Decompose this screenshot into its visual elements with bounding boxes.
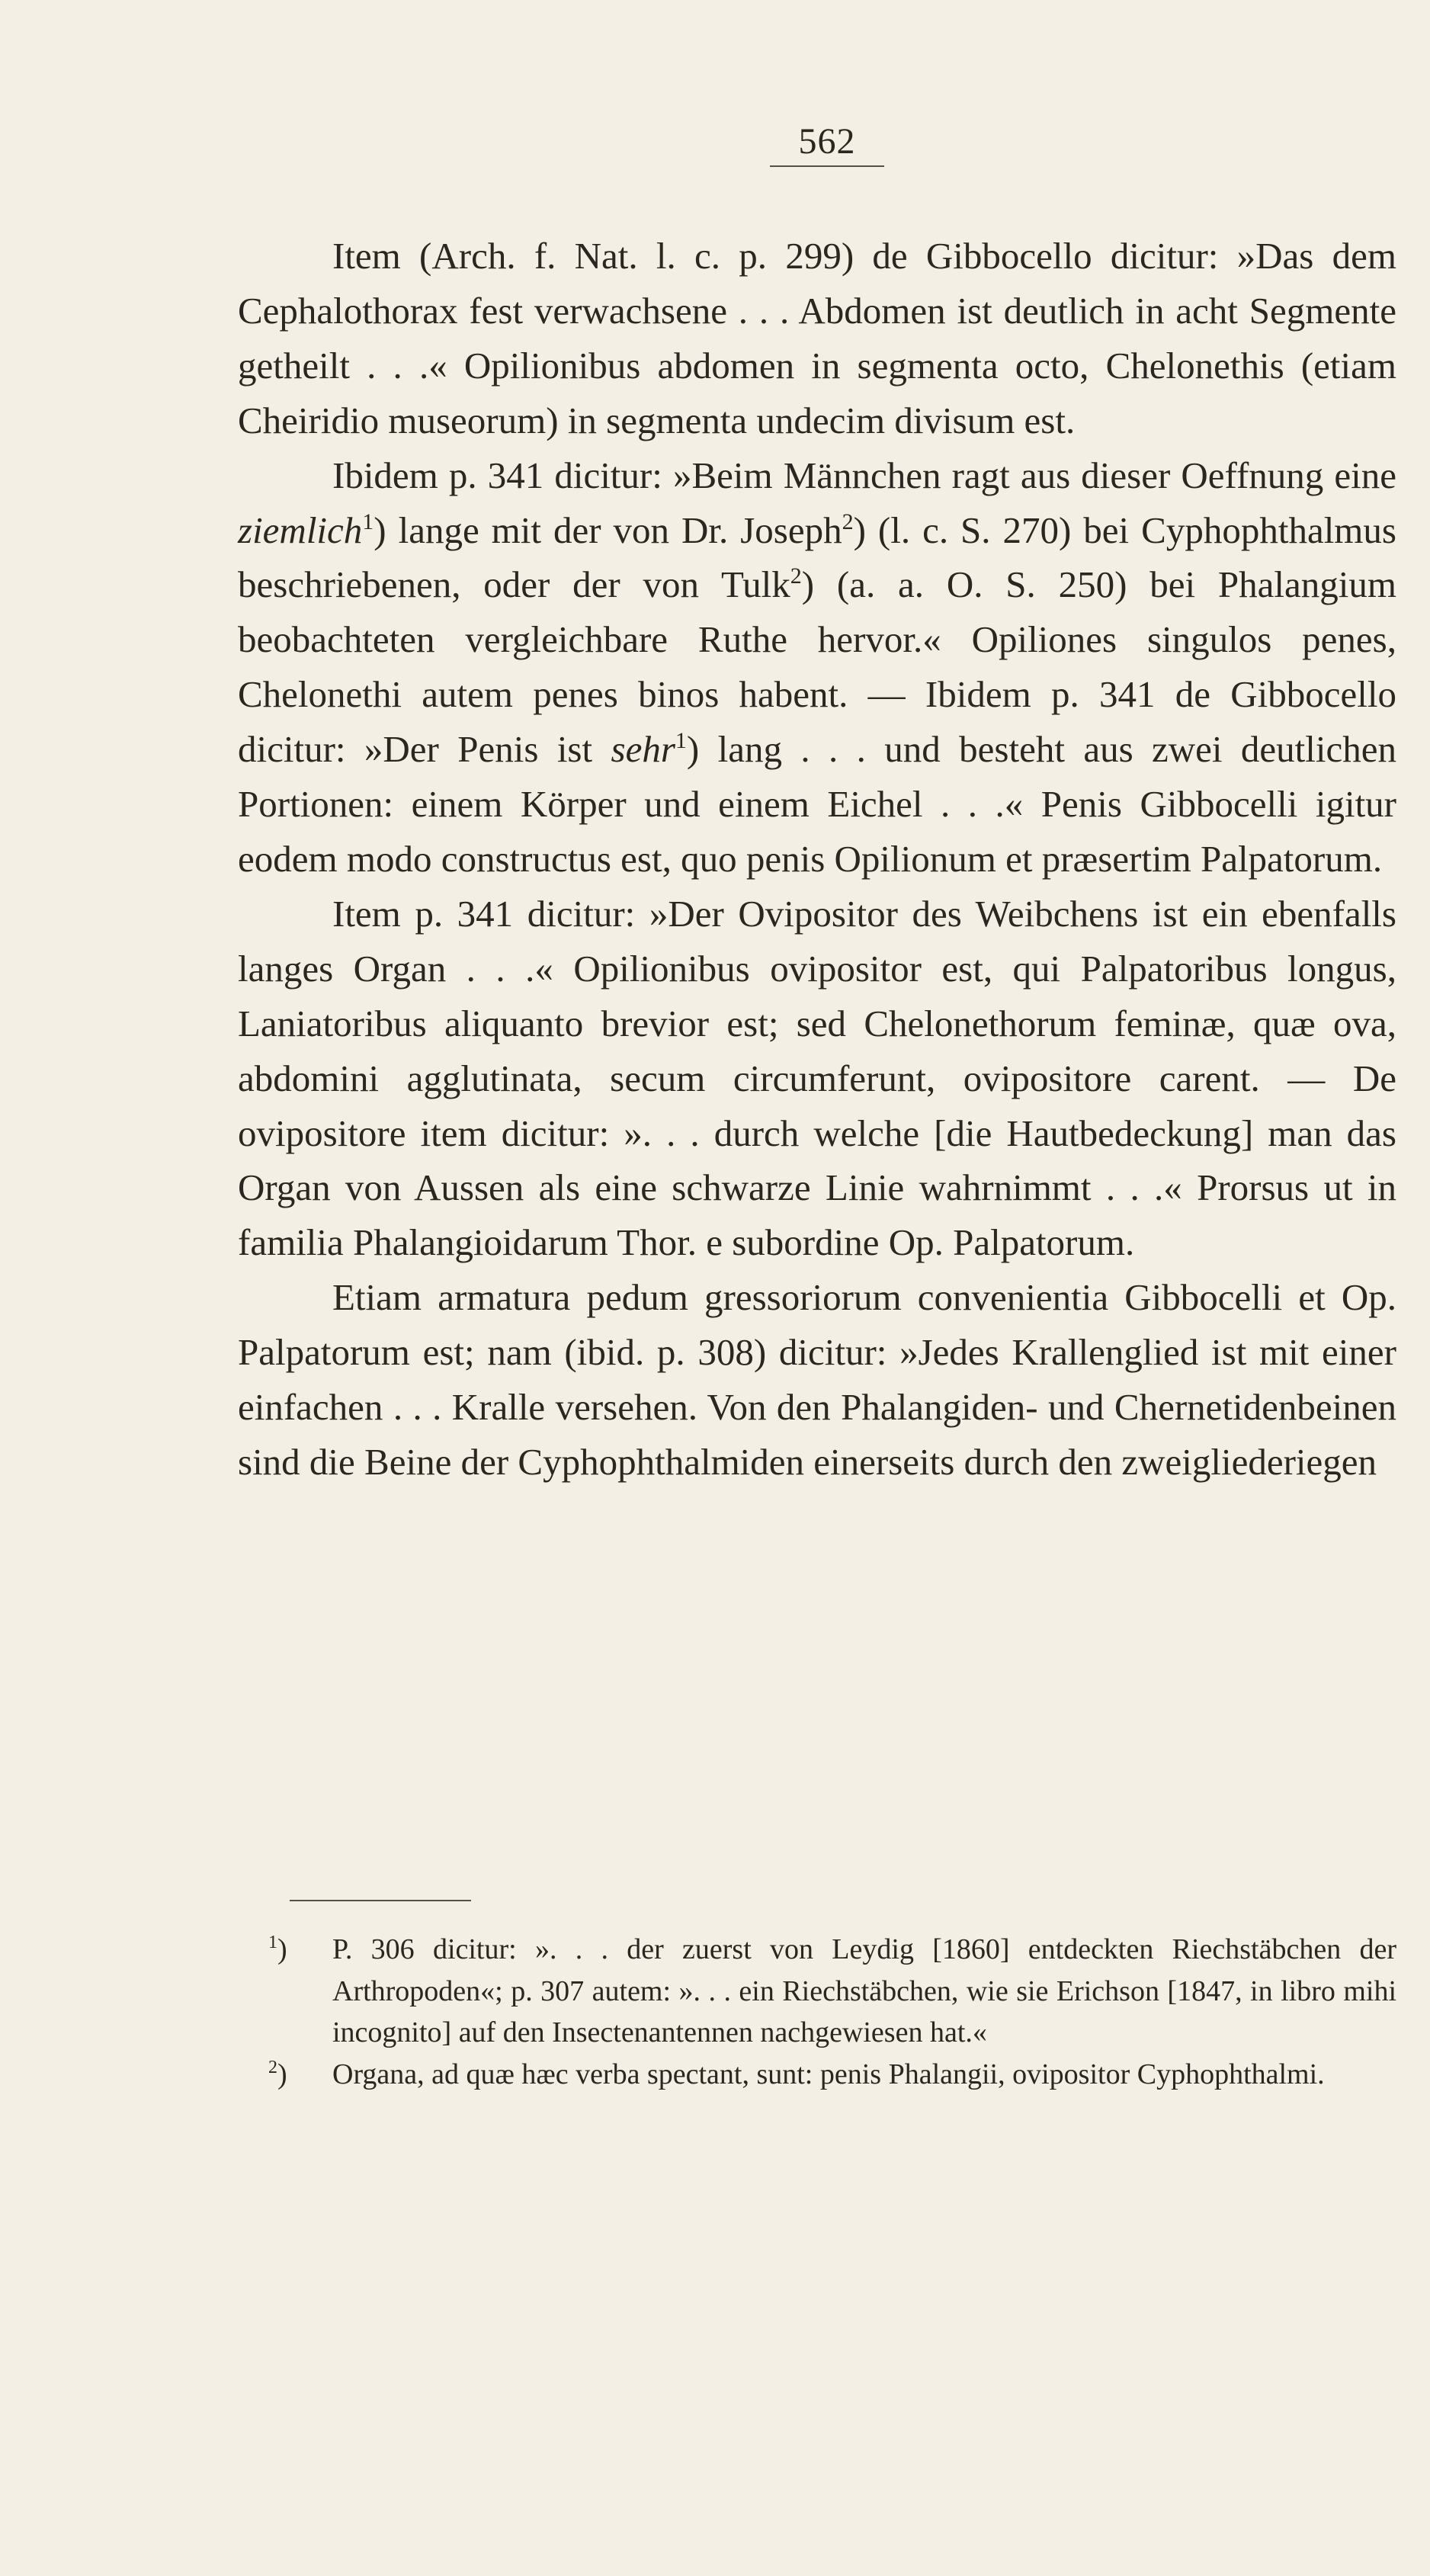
text-span: ) lange mit der von Dr. Joseph [374,508,842,551]
emphasis-sehr: sehr [611,728,675,771]
footnote-text: Organa, ad quæ hæc verba spectant, sunt: penis Phalangii, ovipositor Cyphophthalmi. [332,2058,1325,2090]
text-span: ) lang . . . und besteht aus zwei deutlichen Portionen: einem Körper und einem Eichel . . .« Penis Gibbocelli igitur eodem modo constructus est, quo penis Opilionum et præsertim Palpatorum. [238,728,1397,880]
paragraph-armatura: Etiam armatura pedum gressoriorum convenientia Gibbocelli et Op. Palpatorum est; nam (ibid. p. 308) dicitur: »Jedes Krallenglied ist mit einer einfachen . . . Kralle versehen. Von den Phalangiden- und Chernetidenbeinen sind die Beine der Cyphophthalmiden einerseits durch den zweigliederiegen [238,1276,1396,1483]
footnote-ref: 1 [362,508,374,534]
footnote-mark-number: 1 [268,1933,277,1952]
footnote-ref: 1 [675,728,687,754]
footnote-ref: 2 [790,563,802,589]
emphasis-ziemlich: ziemlich [238,508,363,551]
paragraph-abdomen: Item (Arch. f. Nat. l. c. p. 299) de Gibbocello dicitur: »Das dem Cephalothorax fest verwachsene . . . Abdomen ist deutlich in acht Segmente getheilt . . .« Opilionibus abdomen in segmenta octo, Chelonethis (etiam Cheiridio museorum) in segmenta undecim divisum est. [238,235,1396,441]
footnote-mark: $^1$) [268,1933,287,1965]
footnote-text: P. 306 dicitur: ». . . der zuerst von Leydig [1860] entdeckten Riechstäbchen der Arthropoden«; p. 307 autem: ». . . ein Riechstäbchen, wie sie Erichson [1847, in libro mihi incognito] auf den Insectenantennen nachgewiesen hat.« [332,1933,1396,2048]
footnote-ref: 2 [842,508,854,534]
text-span: Ibidem p. 341 dicitur: »Beim Männchen ragt aus dieser Oeffnung eine [332,454,1396,496]
text-span: ) (l. c. S. 270) bei Cyphophthalmus beschriebenen, oder der von Tulk [238,508,1396,606]
footnote-mark: $^2$) [268,2057,287,2090]
footnote-2 [268,2054,1396,2096]
text-span: ) (a. a. O. S. 250) bei Phalangium beobachteten vergleichbare Ruthe hervor.« Opiliones singulos penes, Chelonethi autem penes binos habent. — Ibidem p. 341 de Gibbocello dicitur: »Der Penis ist [238,563,1396,771]
body-text [238,229,1396,1490]
footnote-1 [268,1929,1396,2054]
paragraph-ovipositor: Item p. 341 dicitur: »Der Ovipositor des Weibchens ist ein ebenfalls langes Organ . . .« Opilionibus ovipositor est, qui Palpatoribus longus, Laniatoribus aliquanto brevior est; sed Chelonethorum feminæ, quæ ova, abdomini agglutinata, secum circumferunt, ovipositore carent. — De ovipositore item dicitur: ». . . durch welche [die Hautbedeckung] man das Organ von Aussen als eine schwarze Linie wahrnimmt . . .« Prorsus ut in familia Phalangioidarum Thor. e subordine Op. Palpatorum. [238,892,1396,1264]
footnote-separator [290,1900,471,1901]
paragraph-penis [238,448,1396,887]
page-number: 562 [770,120,884,167]
footnote-mark-number: 2 [268,2057,277,2077]
footnotes [268,1929,1396,2095]
